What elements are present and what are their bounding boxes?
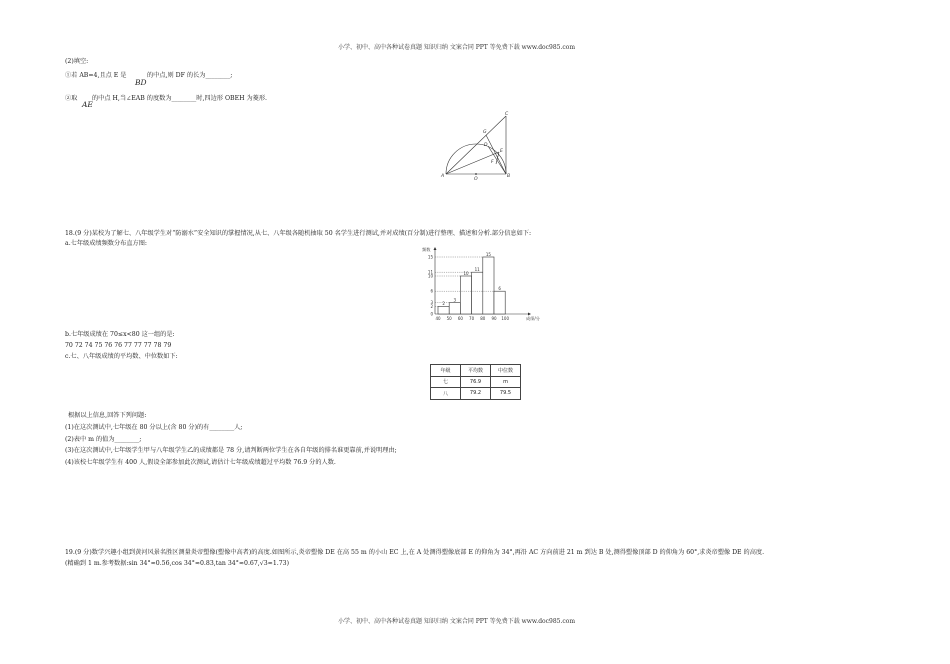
q18-stats-table [430,364,521,400]
segment-bg [486,135,506,174]
q18-question-4: (4)该校七年级学生有 400 人,假设全部参加此次测试,请估计七年级成绩超过平均数 76.9 分的人数. [65,459,336,466]
y-axis-arrow [434,247,437,250]
bar-value-label: 15 [485,251,491,257]
table-cell: 76.9 [461,376,491,388]
bar-value-label: 6 [498,286,501,291]
y-tick-label: 2 [430,303,433,309]
q18-part-a: a.七年级成绩频数分布直方图: [65,240,147,247]
bar-value-label: 3 [453,297,457,303]
center-point [475,173,477,175]
histogram-bar [438,306,449,314]
table-cell: 八 [431,388,461,400]
q17-item1-prefix: ①若 AB=4,且点 E 是 [65,72,127,79]
y-tick-label: 11 [427,269,433,275]
label-e: E [500,149,503,154]
table-header-cell: 年级 [431,365,461,377]
histogram-bar [460,276,471,314]
bar-value-label: 10 [463,270,469,276]
table-cell: 七 [431,376,461,388]
q17-geometry-figure [438,108,518,183]
q17-item1-arc-label: BD [135,78,147,87]
y-tick-label: 10 [427,273,433,279]
table-cell: 79.5 [491,388,521,400]
histogram-bar [483,257,494,314]
x-tick-label: 80 [480,316,486,321]
q17-item2-arc-label: AE [82,100,93,109]
x-tick-label: 60 [457,316,463,321]
q18-question-1: (1)在这次测试中,七年级在 80 分以上(含 80 分)的有________人; [65,424,243,431]
table-header-cell: 平均数 [461,365,491,377]
table-header-row [431,365,521,377]
q18-question-3: (3)在这次测试中,七年级学生甲与八年级学生乙的成绩都是 78 分,请判断两位学生在各自年级的排名谁更靠前,并说明理由; [65,447,397,454]
q18-prompt: 根据以上信息,回答下列问题: [68,412,147,419]
segment-ac [446,116,506,174]
label-a: A [441,174,445,179]
q17-item2-suffix: 的中点 H,当∠EAB 的度数为________时,四边形 OBEH 为菱形. [92,95,267,102]
q18-part-c: c.七、八年级成绩的平均数、中位数如下: [65,353,178,360]
x-tick-label: 40 [435,316,441,321]
histogram-bar [494,291,505,314]
table-row [431,388,521,400]
q17-item1-suffix: 的中点,则 DF 的长为________; [147,72,233,79]
label-b: B [507,174,511,179]
q18-part-b-values: 70 72 74 75 76 76 77 77 77 78 79 [65,342,172,349]
y-axis-title: 频数 [422,247,431,252]
label-o: O [474,177,478,182]
y-tick-label: 0 [430,311,433,317]
label-d: D [484,143,488,148]
q17-part2-title: (2)填空: [65,58,89,65]
x-tick-label: 70 [469,316,475,321]
q18-question-2: (2)表中 m 的值为________; [65,436,142,443]
label-f: F [491,160,494,165]
page-footer: 小学、初中、高中各种试卷真题 知识归纳 文案合同 PPT 等免费下载 www.doc985.com [338,618,576,625]
y-tick-label: 15 [427,254,433,260]
x-axis-title: 成绩/分 [526,316,540,321]
q17-item2-prefix: ②取 [65,95,78,102]
y-tick-label: 6 [430,288,433,294]
table-cell: m [491,376,521,388]
x-tick-label: 50 [446,316,452,321]
q18-intro: 18.(9 分)某校为了解七、八年级学生对“防溺水”安全知识的掌握情况,从七、八年级各随机抽取 50 名学生进行测试,并对成绩(百分制)进行整理、描述和分析.部分信息如下: [65,230,532,237]
y-tick-label: 3 [430,300,433,305]
histogram-bar [449,303,460,314]
x-tick-label: 90 [491,316,497,321]
table-row [431,376,521,388]
label-g: G [483,130,487,135]
q18-frequency-histogram [415,244,545,324]
label-c: C [505,112,509,117]
bar-value-label: 11 [474,267,480,272]
q19-line-2: (精确到 1 m.参考数据:sin 34°≈0.56,cos 34°≈0.83,tan 34°≈0.67,√3≈1.73) [65,560,290,567]
q18-part-b: b.七年级成绩在 70≤x<80 这一组的是: [65,331,175,338]
bar-value-label: 2 [442,301,445,307]
table-header-cell: 中位数 [491,365,521,377]
histogram-bar [472,272,483,314]
q19-line-1: 19.(9 分)数学兴趣小组到黄河风景名胜区测量炎帝塑像(塑像中高者)的高度.如图所示,炎帝塑像 DE 在高 55 m 的小山 EC 上,在 A 处测得塑像底部 E 的仰角为 34°,再沿 AC 方向前进 21 m 到达 B 处,测得塑像顶部 D 的仰角为 60°,求炎帝塑像 DE 的高度. [65,549,765,556]
table-cell: 79.2 [461,388,491,400]
page-header: 小学、初中、高中各种试卷真题 知识归纳 文案合同 PPT 等免费下载 www.doc985.com [338,44,576,51]
x-tick-label: 100 [501,316,510,321]
